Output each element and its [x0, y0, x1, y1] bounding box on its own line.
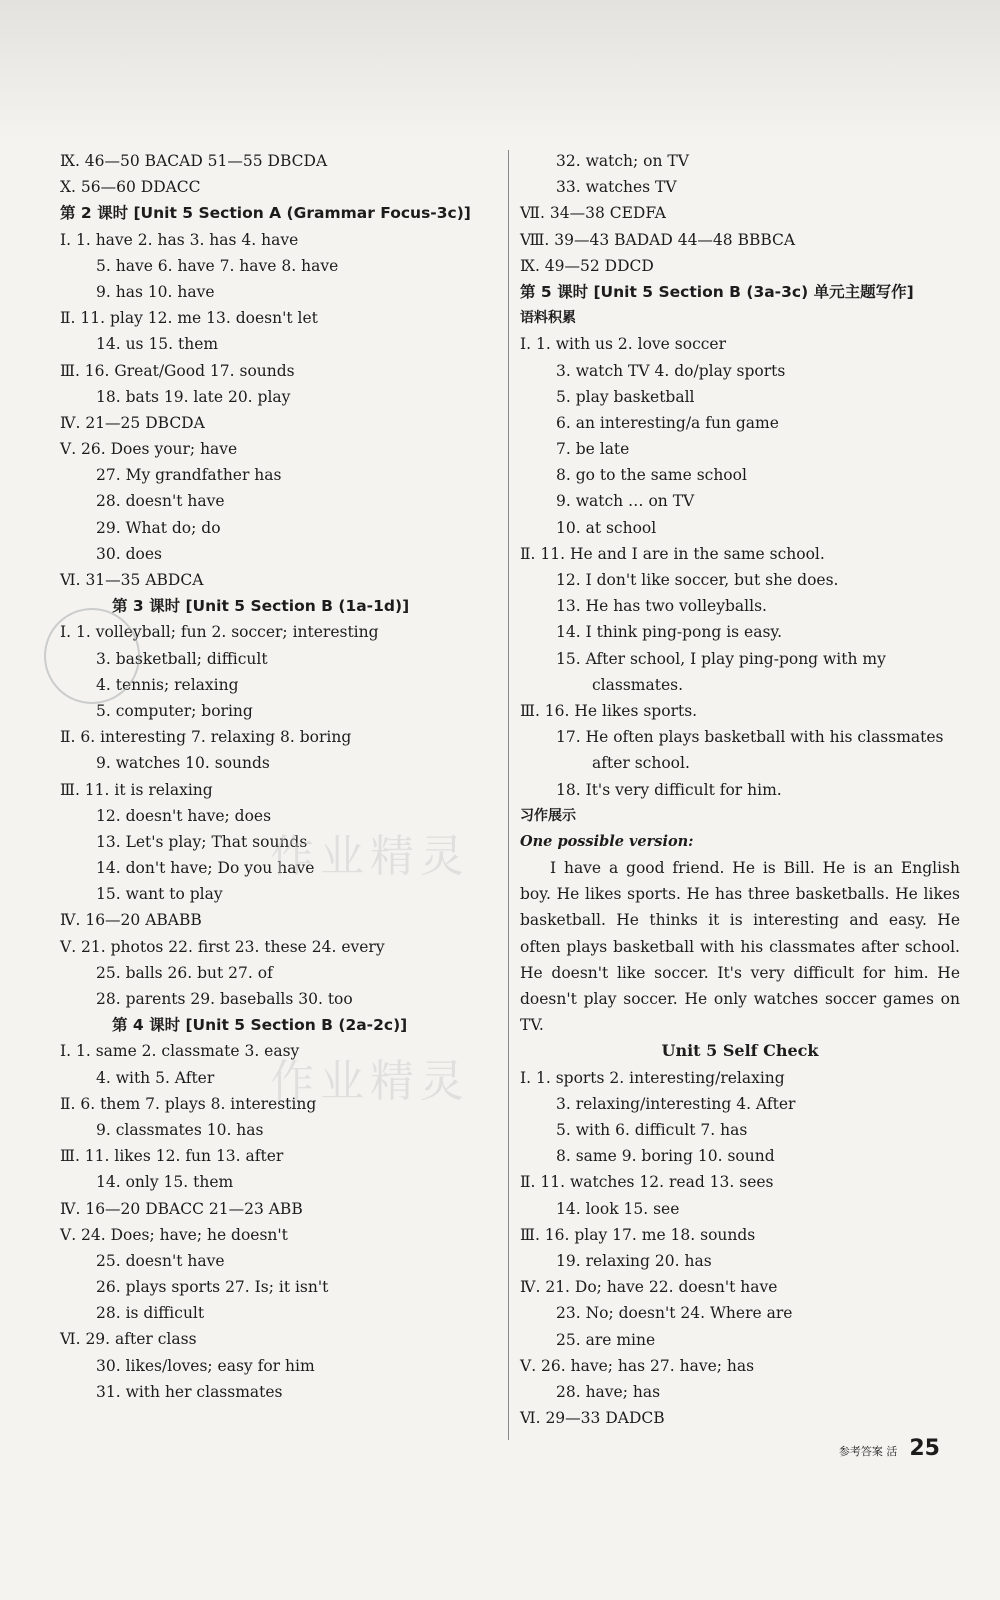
- left-line: 9. classmates 10. has: [96, 1120, 264, 1139]
- left-line: Ⅲ. 16. Great/Good 17. sounds: [60, 361, 295, 380]
- left-line: Ⅸ. 46—50 BACAD 51—55 DBCDA: [60, 152, 328, 170]
- right-top-line: 5. play basketball: [556, 387, 695, 406]
- right-bottom-line: 14. look 15. see: [556, 1199, 680, 1218]
- right-column: [520, 148, 960, 1431]
- left-line: 13. Let's play; That sounds: [96, 832, 308, 851]
- left-column: [60, 148, 500, 1405]
- self-check-title: Unit 5 Self Check: [661, 1041, 819, 1061]
- left-line: 5. computer; boring: [96, 701, 253, 720]
- right-top-line: Ⅱ. 11. He and I are in the same school.: [520, 544, 825, 563]
- right-top-line: 语料积累: [520, 310, 576, 327]
- right-top-line: 9. watch … on TV: [556, 492, 695, 511]
- right-top-line: 习作展示: [520, 807, 576, 824]
- page-top-shade: [0, 0, 1000, 140]
- right-top-answers: [520, 148, 960, 855]
- left-line: 31. with her classmates: [96, 1382, 283, 1401]
- right-top-line: classmates.: [592, 675, 684, 694]
- left-line: Ⅳ. 16—20 DBACC 21—23 ABB: [60, 1199, 303, 1218]
- column-divider: [508, 150, 509, 1440]
- left-line: 第 3 课时 [Unit 5 Section B (1a-1d)]: [112, 597, 410, 616]
- left-line: 28. doesn't have: [96, 492, 225, 511]
- right-bottom-line: Ⅰ. 1. sports 2. interesting/relaxing: [520, 1068, 785, 1087]
- left-line: 4. with 5. After: [96, 1068, 215, 1087]
- right-top-line: 第 5 课时 [Unit 5 Section B (3a-3c) 单元主题写作]: [520, 282, 914, 301]
- right-top-line: Ⅷ. 39—43 BADAD 44—48 BBBCA: [520, 230, 796, 249]
- right-top-line: 8. go to the same school: [556, 466, 747, 485]
- left-line: 29. What do; do: [96, 518, 221, 537]
- left-line: 4. tennis; relaxing: [96, 675, 239, 694]
- left-line: Ⅲ. 11. it is relaxing: [60, 780, 213, 799]
- right-bottom-line: 19. relaxing 20. has: [556, 1251, 712, 1270]
- right-top-line: 6. an interesting/a fun game: [556, 413, 779, 432]
- left-line: 第 4 课时 [Unit 5 Section B (2a-2c)]: [112, 1016, 408, 1035]
- right-bottom-line: Ⅱ. 11. watches 12. read 13. sees: [520, 1173, 774, 1192]
- left-line: 9. watches 10. sounds: [96, 754, 270, 773]
- essay-paragraph: [520, 855, 960, 1038]
- left-line: 14. us 15. them: [96, 335, 219, 354]
- left-line: Ⅴ. 21. photos 22. first 23. these 24. every: [60, 937, 385, 956]
- right-top-line: 17. He often plays basketball with his classmates: [556, 728, 944, 747]
- left-line: 28. is difficult: [96, 1304, 205, 1323]
- right-top-line: 15. After school, I play ping-pong with my: [556, 649, 886, 668]
- left-line: 第 2 课时 [Unit 5 Section A (Grammar Focus-3c)]: [60, 204, 471, 223]
- right-top-line: One possible version:: [520, 832, 694, 850]
- footer-label: 参考答案 活: [838, 1445, 898, 1458]
- left-line: Ⅱ. 11. play 12. me 13. doesn't let: [60, 309, 318, 328]
- right-bottom-line: 3. relaxing/interesting 4. After: [556, 1094, 796, 1113]
- right-top-line: 7. be late: [556, 440, 630, 459]
- left-line: Ⅴ. 26. Does your; have: [60, 440, 238, 459]
- left-line: 27. My grandfather has: [96, 466, 282, 485]
- right-top-line: Ⅲ. 16. He likes sports.: [520, 701, 698, 720]
- right-top-line: 12. I don't like soccer, but she does.: [556, 571, 839, 589]
- left-line: Ⅱ. 6. interesting 7. relaxing 8. boring: [60, 728, 352, 747]
- right-top-line: 14. I think ping-pong is easy.: [556, 623, 783, 642]
- left-line: Ⅱ. 6. them 7. plays 8. interesting: [60, 1094, 317, 1113]
- page-number: 25: [909, 1436, 940, 1461]
- left-line: 30. likes/loves; easy for him: [96, 1356, 315, 1375]
- left-line: 18. bats 19. late 20. play: [96, 387, 291, 406]
- right-bottom-line: Ⅳ. 21. Do; have 22. doesn't have: [520, 1278, 778, 1297]
- right-top-line: Ⅰ. 1. with us 2. love soccer: [520, 335, 727, 354]
- left-line: Ⅲ. 11. likes 12. fun 13. after: [60, 1147, 284, 1166]
- left-line: Ⅵ. 31—35 ABDCA: [60, 571, 204, 589]
- right-bottom-line: 23. No; doesn't 24. Where are: [556, 1304, 793, 1323]
- left-line: Ⅴ. 24. Does; have; he doesn't: [60, 1225, 288, 1244]
- left-line: 14. don't have; Do you have: [96, 859, 315, 878]
- left-line: Ⅳ. 16—20 ABABB: [60, 911, 202, 930]
- left-line: 5. have 6. have 7. have 8. have: [96, 256, 339, 275]
- essay-text: I have a good friend. He is Bill. He is an English boy. He likes sports. He has three basketballs. He likes basketball. He thinks it is interesting and easy. He often plays basketball with his classmates after school. He doesn't like soccer. It's very difficult for him. He doesn't play soccer. He only watches soccer games on TV.: [520, 859, 960, 1035]
- right-top-line: 3. watch TV 4. do/play sports: [556, 361, 786, 380]
- left-line: 3. basketball; difficult: [96, 649, 268, 668]
- left-line: 28. parents 29. baseballs 30. too: [96, 990, 353, 1008]
- right-top-line: 18. It's very difficult for him.: [556, 780, 782, 799]
- right-bottom-line: Ⅴ. 26. have; has 27. have; has: [520, 1356, 755, 1375]
- right-bottom-line: 28. have; has: [556, 1382, 661, 1401]
- right-bottom-line: 8. same 9. boring 10. sound: [556, 1147, 775, 1166]
- left-line: Ⅹ. 56—60 DDACC: [60, 178, 201, 197]
- left-line: 14. only 15. them: [96, 1173, 234, 1192]
- right-top-line: Ⅸ. 49—52 DDCD: [520, 256, 654, 275]
- right-bottom-line: 25. are mine: [556, 1330, 656, 1349]
- page-footer: [839, 1436, 940, 1461]
- left-line: Ⅰ. 1. volleyball; fun 2. soccer; interesting: [60, 623, 379, 642]
- left-line: 30. does: [96, 544, 162, 563]
- right-top-line: after school.: [592, 754, 690, 773]
- watermark-text-1: 作业精灵: [270, 831, 470, 882]
- right-bottom-line: Ⅵ. 29—33 DADCB: [520, 1409, 665, 1428]
- left-line: 25. balls 26. but 27. of: [96, 963, 273, 982]
- left-line: Ⅰ. 1. same 2. classmate 3. easy: [60, 1042, 300, 1061]
- right-bottom-line: 5. with 6. difficult 7. has: [556, 1121, 748, 1140]
- left-line: 25. doesn't have: [96, 1251, 225, 1270]
- right-top-line: 13. He has two volleyballs.: [556, 597, 767, 616]
- left-line: 9. has 10. have: [96, 282, 215, 301]
- left-line: Ⅵ. 29. after class: [60, 1330, 197, 1349]
- stamp-logo: [44, 608, 140, 704]
- left-line: Ⅰ. 1. have 2. has 3. has 4. have: [60, 230, 299, 249]
- right-top-line: 10. at school: [556, 518, 657, 537]
- watermark-text-2: 作业精灵: [270, 1056, 470, 1107]
- right-bottom-line: Ⅲ. 16. play 17. me 18. sounds: [520, 1225, 756, 1244]
- right-top-line: Ⅶ. 34—38 CEDFA: [520, 204, 666, 223]
- right-top-line: 33. watches TV: [556, 178, 677, 197]
- left-line: 12. doesn't have; does: [96, 806, 272, 825]
- left-line: 26. plays sports 27. Is; it isn't: [96, 1278, 329, 1297]
- right-top-line: 32. watch; on TV: [556, 152, 689, 170]
- left-line: Ⅳ. 21—25 DBCDA: [60, 413, 205, 432]
- left-line: 15. want to play: [96, 885, 223, 904]
- self-check-answers: [520, 1065, 960, 1432]
